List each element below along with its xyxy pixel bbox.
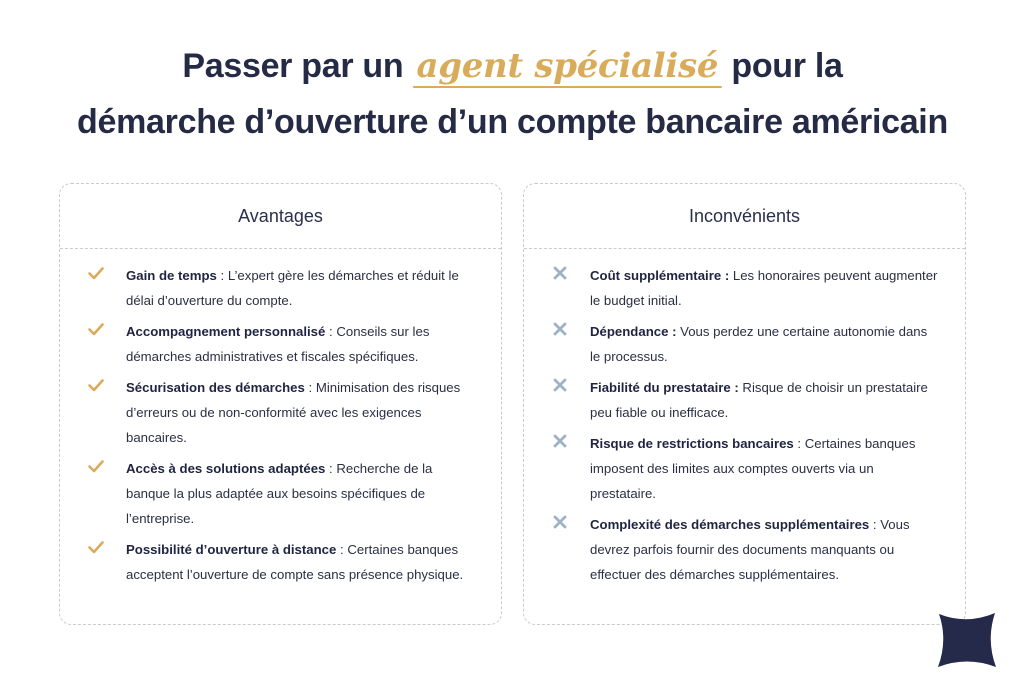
- disadvantages-list: [524, 249, 965, 587]
- advantage-title: Gain de temps: [126, 268, 217, 283]
- disadvantage-title: Dépendance :: [590, 324, 677, 339]
- advantages-heading: Avantages: [60, 184, 501, 249]
- title-line-2: démarche d’ouverture d’un compte bancaire américain: [77, 103, 948, 141]
- cross-icon: [552, 265, 568, 281]
- check-icon: [88, 377, 104, 393]
- disadvantage-title: Fiabilité du prestataire :: [590, 380, 739, 395]
- advantage-text: : Recherche de la banque la plus adaptée aux besoins spécifiques de l’entreprise.: [126, 461, 433, 526]
- check-icon: [88, 458, 104, 474]
- advantage-text: : Minimisation des risques d’erreurs ou de non-conformité avec les exigences bancaires.: [126, 380, 461, 445]
- title-highlight: agent spécialisé: [413, 38, 723, 94]
- disadvantage-item: [524, 319, 965, 369]
- cross-icon: [552, 433, 568, 449]
- advantage-item: [60, 319, 501, 369]
- advantage-item: [60, 375, 501, 450]
- advantage-item: [60, 537, 501, 587]
- decorative-star-icon: [936, 611, 998, 669]
- disadvantage-item: [524, 512, 965, 587]
- page-title: [0, 38, 1025, 150]
- title-part-1: Passer par un: [182, 47, 404, 85]
- advantage-item: [60, 456, 501, 531]
- advantage-title: Accès à des solutions adaptées: [126, 461, 326, 476]
- cross-icon: [552, 321, 568, 337]
- disadvantage-text: Risque de choisir un prestataire peu fiable ou inefficace.: [590, 380, 928, 420]
- disadvantage-title: Complexité des démarches supplémentaires: [590, 517, 870, 532]
- disadvantage-title: Risque de restrictions bancaires: [590, 436, 794, 451]
- disadvantages-card: [523, 183, 966, 625]
- disadvantage-text: : Vous devrez parfois fournir des documents manquants ou effectuer des démarches supplémentaires.: [590, 517, 910, 582]
- advantage-title: Sécurisation des démarches: [126, 380, 305, 395]
- title-part-2: pour la: [731, 47, 843, 85]
- disadvantage-item: [524, 263, 965, 313]
- cross-icon: [552, 514, 568, 530]
- disadvantage-title: Coût supplémentaire :: [590, 268, 730, 283]
- check-icon: [88, 539, 104, 555]
- advantage-title: Accompagnement personnalisé: [126, 324, 326, 339]
- title-line-1: [0, 38, 1025, 94]
- advantages-list: [60, 249, 501, 587]
- advantage-item: [60, 263, 501, 313]
- advantage-text: : Conseils sur les démarches administratives et fiscales spécifiques.: [126, 324, 430, 364]
- cross-icon: [552, 377, 568, 393]
- disadvantages-heading: Inconvénients: [524, 184, 965, 249]
- advantages-card: [59, 183, 502, 625]
- disadvantage-text: Les honoraires peuvent augmenter le budget initial.: [590, 268, 938, 308]
- disadvantage-text: : Certaines banques imposent des limites aux comptes ouverts via un prestataire.: [590, 436, 916, 501]
- check-icon: [88, 321, 104, 337]
- advantage-title: Possibilité d’ouverture à distance: [126, 542, 337, 557]
- check-icon: [88, 265, 104, 281]
- disadvantage-item: [524, 375, 965, 425]
- disadvantage-item: [524, 431, 965, 506]
- disadvantage-text: Vous perdez une certaine autonomie dans le processus.: [590, 324, 928, 364]
- advantage-text: : L’expert gère les démarches et réduit le délai d’ouverture du compte.: [126, 268, 459, 308]
- advantage-text: : Certaines banques acceptent l’ouverture de compte sans présence physique.: [126, 542, 464, 582]
